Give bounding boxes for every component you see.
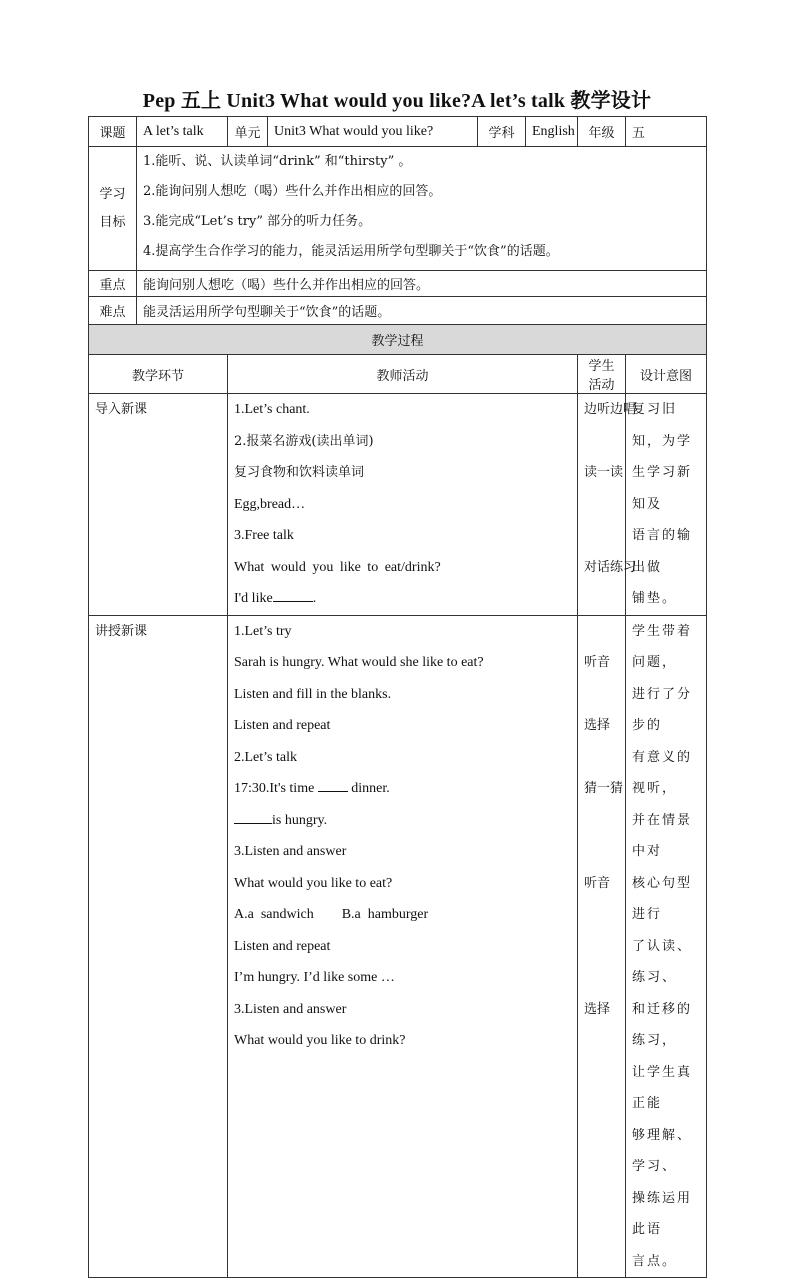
goal-item: 4.提高学生合作学习的能力，能灵活运用所学句型聊关于“饮食”的话题。	[143, 244, 559, 259]
fill-blank	[234, 809, 272, 824]
student-line	[584, 1025, 619, 1057]
goals-label-line: 目标	[99, 214, 126, 230]
column-header-stage: 教学环节	[89, 355, 228, 394]
grade-value: 五	[626, 117, 707, 147]
document-title: Pep 五上 Unit3 What would you like?A let’s talk 教学设计	[142, 90, 652, 112]
subject-value: English	[526, 117, 578, 147]
teacher-line-text: I'd like	[234, 591, 273, 606]
intent-line: 够理解、学习、	[632, 1127, 693, 1174]
intent-line: 让学生真正能	[632, 1064, 693, 1111]
section-row-new-lesson	[89, 615, 707, 1278]
column-header-student: 学生活动	[578, 355, 626, 394]
design-intent-cell	[626, 394, 707, 616]
intent-line: 进行了分步的	[632, 686, 693, 733]
teacher-activity-cell	[228, 615, 578, 1278]
grade-label: 年级	[578, 117, 626, 147]
goals-label	[89, 147, 137, 271]
intent-line: 复习旧知，为学	[632, 402, 693, 449]
teacher-line-text: 17:30.It's time	[234, 781, 315, 796]
fill-blank	[318, 777, 348, 792]
student-line	[584, 742, 619, 774]
teacher-line: Listen and repeat	[234, 938, 331, 954]
student-activity-cell	[578, 615, 626, 1278]
teacher-line: 3.Free talk	[234, 528, 294, 543]
key-point-row	[89, 271, 707, 297]
teacher-line: What would you like to eat?	[234, 875, 393, 891]
goals-list	[137, 147, 707, 271]
column-header-teacher: 教师活动	[228, 355, 578, 394]
key-point-value: 能询问别人想吃（喝）些什么并作出相应的回答。	[137, 271, 707, 297]
teacher-line: 2.Let’s talk	[234, 749, 297, 765]
student-line: 听音	[584, 875, 611, 891]
goals-label-line: 学习	[99, 186, 126, 202]
student-line	[584, 616, 619, 648]
intent-line: 核心句型进行	[632, 875, 693, 922]
teacher-line-text: is hungry.	[272, 812, 328, 828]
topic-label: 课题	[89, 117, 137, 147]
teacher-line: I’m hungry. I’d like some …	[234, 970, 395, 985]
fill-blank	[273, 587, 313, 602]
goal-item: 3.能完成“Let’s try” 部分的听力任务。	[143, 214, 372, 229]
student-line	[584, 520, 619, 552]
intent-line: 有意义的视听，	[632, 749, 693, 796]
unit-value: Unit3 What would you like?	[268, 117, 478, 147]
subject-label: 学科	[478, 117, 526, 147]
teacher-line: 2.报菜名游戏(读出单词)	[234, 433, 374, 449]
teacher-line: 1.Let’s try	[234, 623, 292, 639]
process-header-row	[89, 325, 707, 355]
process-header: 教学过程	[89, 325, 707, 355]
teacher-line: 1.Let’s chant.	[234, 402, 310, 417]
teacher-line: I'd like .	[234, 583, 571, 615]
student-activity-cell	[578, 394, 637, 616]
student-line: 读一读	[584, 465, 624, 480]
teacher-activity-cell	[228, 394, 578, 616]
teacher-line: Egg,bread…	[234, 496, 306, 512]
teacher-line: 3.Listen and answer	[234, 1001, 347, 1017]
intent-line: 铺垫。	[632, 591, 678, 606]
unit-label: 单元	[228, 117, 268, 147]
intent-line: 和迁移的练习，	[632, 1001, 693, 1048]
teacher-line: Listen and fill in the blanks.	[234, 686, 392, 702]
column-header-row	[89, 355, 707, 394]
intent-line: 学生带着问题，	[632, 623, 693, 670]
intent-line: 言点。	[632, 1253, 678, 1269]
stage-cell	[89, 394, 228, 616]
stage-label: 导入新课	[95, 402, 148, 417]
student-line: 选择	[584, 1001, 611, 1017]
intent-line: 生学习新知及	[632, 465, 693, 512]
student-line	[584, 899, 619, 931]
teacher-line	[234, 805, 571, 837]
intent-line: 操练运用此语	[632, 1190, 693, 1237]
teacher-line: 复习食物和饮料读单词	[234, 465, 365, 480]
topic-value: A let’s talk	[137, 117, 228, 147]
intent-line: 并在情景中对	[632, 812, 693, 859]
teacher-line: A.a sandwich B.a hamburger	[234, 907, 429, 922]
teacher-line-text: dinner.	[351, 781, 390, 796]
student-line	[584, 931, 619, 963]
student-line	[584, 836, 619, 868]
student-line	[584, 805, 619, 837]
teacher-line	[234, 773, 571, 805]
key-point-label: 重点	[89, 271, 137, 297]
stage-cell	[89, 615, 228, 1278]
section-row-intro	[89, 394, 707, 616]
teacher-line: Listen and repeat	[234, 718, 331, 733]
student-line: 边听边唱	[584, 402, 637, 417]
student-line	[584, 426, 619, 458]
student-line	[584, 962, 619, 994]
teacher-line: What would you like to drink?	[234, 1033, 406, 1048]
student-line: 选择	[584, 718, 611, 733]
intent-line: 了认读、练习、	[632, 938, 693, 985]
goal-item: 1.能听、说、认读单词“drink” 和“thirsty” 。	[143, 154, 412, 169]
header-row	[89, 117, 707, 147]
teacher-line: 3.Listen and answer	[234, 844, 347, 859]
goal-item: 2.能询问别人想吃（喝）些什么并作出相应的回答。	[143, 184, 442, 199]
teacher-line: What would you like to eat/drink?	[234, 559, 441, 575]
student-line	[584, 679, 619, 711]
difficulty-value: 能灵活运用所学句型聊关于“饮食”的话题。	[137, 297, 707, 325]
design-intent-cell	[626, 615, 707, 1278]
difficulty-row	[89, 297, 707, 325]
difficulty-label: 难点	[89, 297, 137, 325]
goals-row	[89, 147, 707, 271]
intent-line: 语言的输出做	[632, 528, 693, 575]
column-header-intent: 设计意图	[626, 355, 707, 394]
teacher-line: Sarah is hungry. What would she like to eat?	[234, 655, 484, 670]
student-line	[584, 489, 619, 521]
student-line: 对话练习	[584, 559, 637, 575]
student-line: 猜一猜	[584, 781, 624, 796]
stage-label: 讲授新课	[95, 623, 148, 639]
student-line	[584, 583, 619, 615]
lesson-plan-table	[88, 116, 707, 1278]
student-line: 听音	[584, 655, 611, 670]
